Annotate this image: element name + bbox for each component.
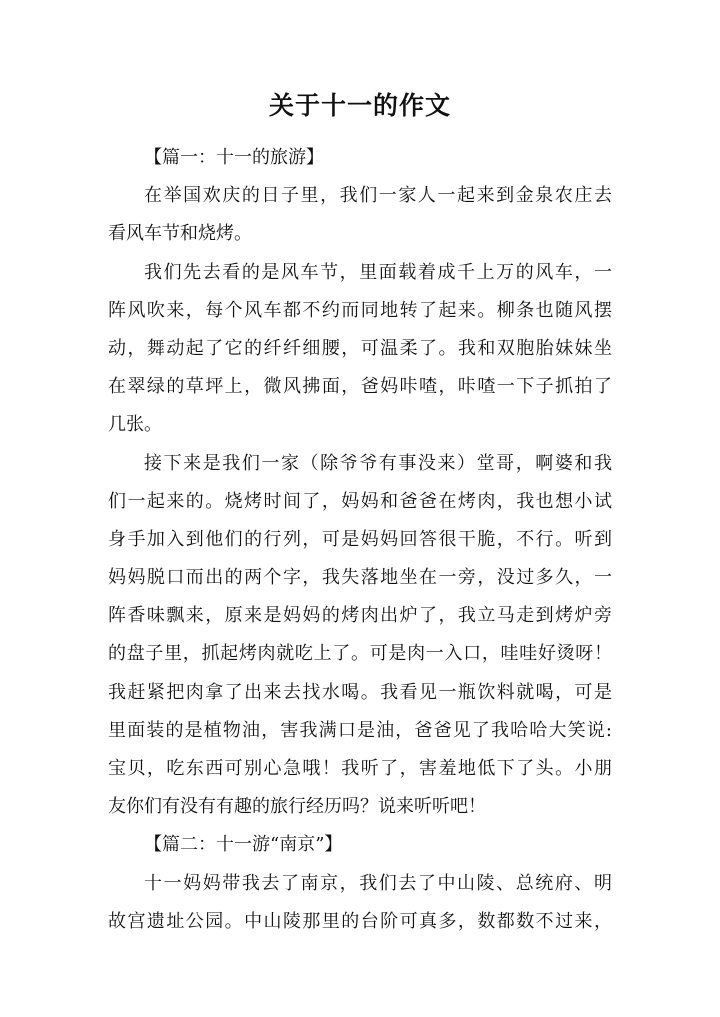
text-line: 友你们有没有有趣的旅行经历吗？说来听听吧！ xyxy=(108,796,486,818)
text-line: 们一起来的。烧烤时间了，妈妈和爸爸在烤肉，我也想小试 xyxy=(108,490,612,512)
text-line: 我们先去看的是风车节，里面载着成千上万的风车，一 xyxy=(144,261,612,283)
text-line: 我赶紧把肉拿了出来去找水喝。我看见一瓶饮料就喝，可是 xyxy=(108,681,612,703)
paragraph xyxy=(108,254,612,445)
text-line: 里面装的是植物油，害我满口是油，爸爸见了我哈哈大笑说: xyxy=(108,719,612,741)
text-line: 宝贝，吃东西可别心急哦！我听了，害羞地低下了头。小朋 xyxy=(108,758,612,779)
document-body xyxy=(108,139,612,941)
text-line: 阵风吹来，每个风车都不约而同地转了起来。柳条也随风摆 xyxy=(108,299,612,321)
text-line: 身手加入到他们的行列，可是妈妈回答很干脆，不行。听到 xyxy=(108,528,612,550)
paragraph xyxy=(108,177,612,253)
text-line: 在举国欢庆的日子里，我们一家人一起来到金泉农庄去 xyxy=(144,185,612,207)
paragraph xyxy=(108,445,612,827)
section xyxy=(108,826,612,941)
text-line: 动，舞动起了它的纤纤细腰，可温柔了。我和双胞胎妹妹坐 xyxy=(108,337,612,359)
text-line: 的盘子里，抓起烤肉就吃上了。可是肉一入口，哇哇好烫呀！ xyxy=(108,643,612,665)
text-line: 看风车节和烧烤。 xyxy=(108,223,252,245)
section-heading: 【篇二：十一游“南京”】 xyxy=(144,834,343,856)
paragraph xyxy=(108,865,612,941)
text-line: 几张。 xyxy=(108,414,162,436)
text-line: 在翠绿的草坪上，微风拂面，爸妈咔喳，咔喳一下子抓拍了 xyxy=(108,376,612,398)
document-title: 关于十一的作文 xyxy=(268,91,451,120)
text-line: 妈妈脱口而出的两个字，我失落地坐在一旁，没过多久，一 xyxy=(108,567,612,589)
text-line: 十一妈妈带我去了南京，我们去了中山陵、总统府、明 xyxy=(144,872,612,894)
text-line: 故宫遗址公园。中山陵那里的台阶可真多，数都数不过来， xyxy=(108,910,612,932)
text-line: 接下来是我们一家（除爷爷有事没来）堂哥，啊婆和我 xyxy=(144,452,612,474)
section-heading: 【篇一：十一的旅游】 xyxy=(144,147,324,168)
section xyxy=(108,139,612,826)
text-line: 阵香味飘来，原来是妈妈的烤肉出炉了，我立马走到烤炉旁 xyxy=(108,605,612,627)
